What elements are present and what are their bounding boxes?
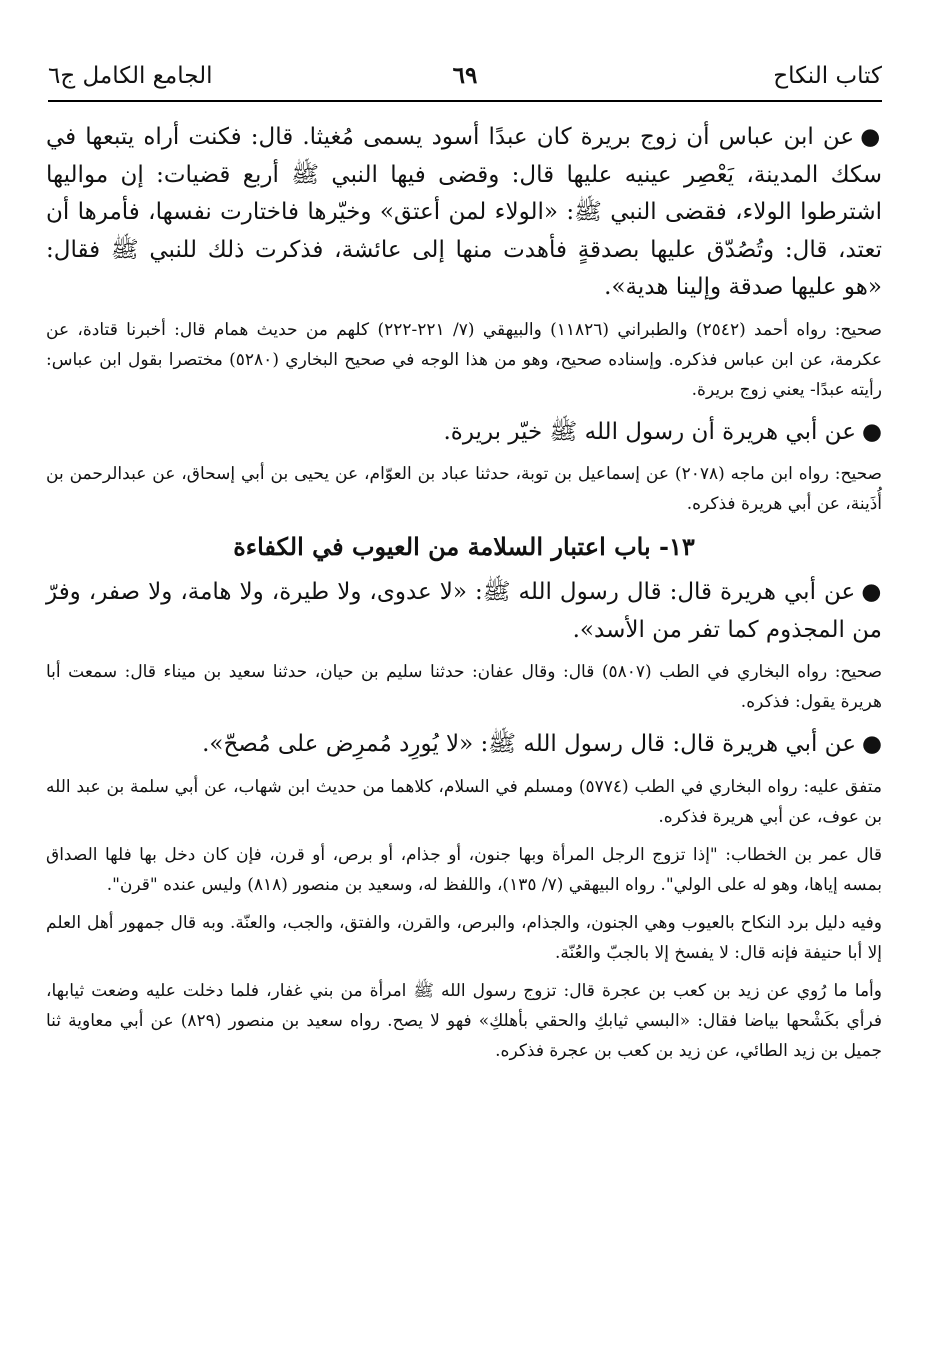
commentary-paragraph: قال عمر بن الخطاب: "إذا تزوج الرجل المرأة وبها جنون، أو جذام، أو برص، أو قرن، فإن كان دخل بها فلها الصداق بمسه إياها، وهو له على الولي". رواه البيهقي (٧/ ١٣٥)، واللفظ له، وسعيد بن منصور (٨١٨) وليس عنده "قرن". xyxy=(46,844,882,895)
commentary-paragraph: وأما ما رُوي عن زيد بن كعب بن عجرة قال: تزوج رسول الله ﷺ امرأة من بني غفار، فلما دخلت عليه وضعت ثيابها، فرأي بكَشْحها بياضا فقال: «البسي ثيابكِ والحقي بأهلكِ» فهو لا يصح. رواه سعيد بن منصور (٨٢٩) عن أبي معاوية ثنا جميل بن زيد الطائي، عن زيد بن كعب بن عجرة فذكره. xyxy=(46,980,882,1061)
hadith-text: عن أبي هريرة قال: قال رسول الله ﷺ: «لا يُورِد مُمرِض على مُصحّ». xyxy=(202,731,856,757)
page-body xyxy=(46,118,882,1074)
hadith-paragraph xyxy=(46,118,882,307)
hadith-text: عن أبي هريرة أن رسول الله ﷺ خيّر بريرة. xyxy=(443,418,856,445)
chapter-heading: ١٣- باب اعتبار السلامة من العيوب في الكفاءة xyxy=(233,532,695,561)
commentary-paragraph: صحيح: رواه ابن ماجه (٢٠٧٨) عن إسماعيل بن توبة، حدثنا عباد بن العوّام، عن يحيى بن أبي إسحاق، عن عبدالرحمن بن أُذَينة، عن أبي هريرة فذكره. xyxy=(46,464,882,514)
bullet-icon: ● xyxy=(861,417,882,445)
commentary-paragraph: وفيه دليل برد النكاح بالعيوب وهي الجنون، والجذام، والبرص، والقرن، والفتق، والجب، والعنّة. وبه قال جمهور أهل العلم إلا أبا حنيفة فإنه قال: لا يفسخ إلا بالجبّ والعُنّة. xyxy=(46,912,882,963)
header-rule xyxy=(48,100,882,102)
hadith-text: عن أبي هريرة قال: قال رسول الله ﷺ: «لا عدوى، ولا طيرة، ولا هامة، ولا صفر، وفرّ من المجذوم كما تفر من الأسد». xyxy=(46,579,882,643)
commentary-paragraph: صحيح: رواه البخاري في الطب (٥٨٠٧) قال: وقال عفان: حدثنا سليم بن حيان، حدثنا سعيد بن ميناء قال: سمعت أبا هريرة يقول: فذكره. xyxy=(46,662,883,712)
hadith-text: عن ابن عباس أن زوج بريرة كان عبدًا أسود يسمى مُغيثا. قال: فكنت أراه يتبعها في سكك المدينة، يَعْصِر عينيه عليها قال: وقضى فيها النبي ﷺ أربع قضيات: إن مواليها اشترطوا الولاء، فقضى النبي ﷺ: «الولاء لمن أعتق» وخيّرها فاختارت نفسها، فأمرها أن تعتد، قال: وتُصُدّق عليها بصدقةٍ فأهدت منها إلى عائشة، فذكرت ذلك للنبي ﷺ فقال: «هو عليها صدقة وإلينا هدية». xyxy=(46,124,882,300)
bullet-icon: ● xyxy=(861,578,882,605)
bullet-icon: ● xyxy=(860,123,882,150)
commentary-paragraph: صحيح: رواه أحمد (٢٥٤٢) والطبراني (١١٨٢٦) والبيهقي (٧/ ٢٢١-٢٢٢) كلهم من حديث همام قال: أخبرنا قتادة، عن عكرمة، عن ابن عباس فذكره. وإسناده صحيح، وهو من هذا الوجه في صحيح البخاري (٥٢٨٠) مختصرا بقول ابن عباس: رأيته عبدًا- يعني زوج بريرة. xyxy=(46,319,882,400)
hadith-paragraph xyxy=(46,413,882,452)
hadith-paragraph xyxy=(46,573,882,649)
bullet-icon: ● xyxy=(861,730,882,757)
commentary-paragraph: متفق عليه: رواه البخاري في الطب (٥٧٧٤) ومسلم في السلام، كلاهما من حديث ابن شهاب، عن أبي سلمة بن عبد الله بن عوف، عن أبي هريرة فذكره. xyxy=(46,776,882,827)
volume-title: الجامع الكامل ج٦ xyxy=(48,63,213,89)
page-number: ٦٩ xyxy=(452,62,478,89)
hadith-paragraph xyxy=(46,725,882,764)
running-header xyxy=(48,56,882,96)
book-title: كتاب النكاح xyxy=(773,63,882,89)
